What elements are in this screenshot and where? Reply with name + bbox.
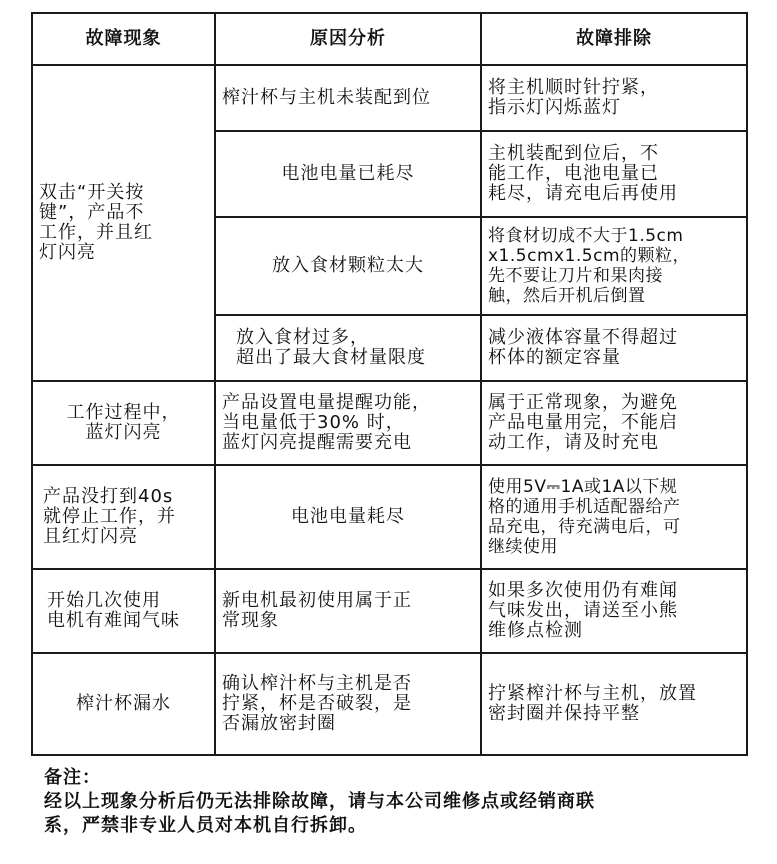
- header-row: [32, 13, 747, 65]
- symptom-line: 键”，产品不: [39, 202, 145, 223]
- cause-line: 否漏放密封圈: [222, 713, 336, 734]
- cause-line: 放入食材颗粒太大: [272, 255, 424, 276]
- remarks-title: 备注：: [44, 767, 101, 788]
- table-row: [32, 465, 747, 569]
- fix-cell: [481, 653, 747, 755]
- symptom-line: 产品没打到40s: [43, 486, 174, 507]
- symptom-cell: [32, 65, 215, 381]
- cause-cell: [215, 381, 481, 465]
- fix-line: 属于正常现象，为避免: [488, 392, 678, 413]
- symptom-line: 榨汁杯漏水: [76, 693, 171, 714]
- cause-line: 电池电量耗尽: [291, 506, 405, 527]
- fix-line: 气味发出，请送至小熊: [488, 600, 678, 621]
- fix-line: 格的通用手机适配器给产: [488, 497, 681, 517]
- troubleshooting-table: [31, 12, 748, 756]
- fix-line: 主机装配到位后，不: [488, 143, 659, 164]
- fix-line: 密封圈并保持平整: [488, 703, 640, 724]
- cause-line: 电池电量已耗尽: [281, 163, 415, 184]
- cause-line: 新电机最初使用属于正: [222, 590, 412, 611]
- fix-line: 杯体的额定容量: [488, 347, 621, 368]
- table-row: [32, 653, 747, 755]
- symptom-line: 双击“开关按: [39, 182, 145, 203]
- fix-line: 耗尽，请充电后再使用: [488, 183, 678, 204]
- table-row: [32, 65, 747, 131]
- fix-cell: [481, 217, 747, 315]
- symptom-cell: [32, 465, 215, 569]
- symptom-line: 开始几次使用: [47, 590, 161, 611]
- symptom-cell: [32, 653, 215, 755]
- fix-cell: [481, 131, 747, 217]
- remarks-line: 系，严禁非专业人员对本机自行拆卸。: [44, 815, 367, 836]
- cause-cell: [215, 217, 481, 315]
- fix-line: 减少液体容量不得超过: [488, 327, 678, 348]
- fix-cell: [481, 315, 747, 381]
- symptom-line: 就停止工作，并: [43, 506, 176, 527]
- cause-line: 当电量低于30% 时，: [222, 412, 405, 433]
- fix-line: 品充电，待充满电后，可: [488, 517, 681, 537]
- cause-line: 确认榨汁杯与主机是否: [222, 673, 412, 694]
- fix-line: 拧紧榨汁杯与主机，放置: [488, 683, 697, 704]
- fix-cell: [481, 465, 747, 569]
- symptom-line: 电机有难闻气味: [47, 610, 180, 631]
- table-row: [32, 381, 747, 465]
- fix-line: 动工作，请及时充电: [488, 432, 659, 453]
- cause-line: 常现象: [222, 610, 279, 631]
- header-cause: 原因分析: [215, 13, 481, 65]
- remarks-line: 经以上现象分析后仍无法排除故障，请与本公司维修点或经销商联: [44, 791, 595, 812]
- cause-line: 产品设置电量提醒功能，: [222, 392, 431, 413]
- symptom-line: 工作过程中，: [66, 402, 181, 423]
- fix-cell: [481, 569, 747, 653]
- cause-cell: [215, 569, 481, 653]
- fix-line: 将主机顺时针拧紧，: [488, 77, 659, 98]
- symptom-line: 工作，并且红: [39, 222, 153, 243]
- symptom-line: 且红灯闪亮: [43, 526, 138, 547]
- cause-cell: [215, 465, 481, 569]
- fix-line: 如果多次使用仍有难闻: [488, 580, 678, 601]
- cause-cell: [215, 653, 481, 755]
- fix-cell: [481, 381, 747, 465]
- remarks-section: [44, 766, 744, 838]
- cause-line: 放入食材过多，: [236, 327, 369, 348]
- cause-cell: [215, 315, 481, 381]
- table-row: [32, 569, 747, 653]
- cause-line: 拧紧，杯是否破裂，是: [222, 693, 412, 714]
- symptom-line: 灯闪亮: [39, 242, 96, 263]
- cause-line: 榨汁杯与主机未装配到位: [222, 87, 431, 108]
- cause-cell: [215, 131, 481, 217]
- fix-line: x1.5cmx1.5cm的颗粒，: [488, 246, 691, 266]
- symptom-cell: [32, 569, 215, 653]
- fix-line: 继续使用: [488, 537, 558, 557]
- cause-line: 蓝灯闪亮提醒需要充电: [222, 432, 412, 453]
- fix-line: 维修点检测: [488, 620, 583, 641]
- symptom-cell: [32, 381, 215, 465]
- fix-line: 产品电量用完，不能启: [488, 412, 678, 433]
- fix-line: 指示灯闪烁蓝灯: [488, 97, 621, 118]
- fix-line: 触，然后开机后倒置: [488, 286, 646, 306]
- fix-line: 能工作，电池电量已: [488, 163, 659, 184]
- fix-line: 使用5V⎓1A或1A以下规: [488, 477, 678, 497]
- symptom-line: 蓝灯闪亮: [85, 422, 162, 443]
- cause-cell: [215, 65, 481, 131]
- header-symptom: 故障现象: [32, 13, 215, 65]
- fix-line: 将食材切成不大于1.5cm: [488, 226, 684, 246]
- header-fix: 故障排除: [481, 13, 747, 65]
- fix-line: 先不要让刀片和果肉接: [488, 266, 663, 286]
- fix-cell: [481, 65, 747, 131]
- cause-line: 超出了最大食材量限度: [236, 347, 426, 368]
